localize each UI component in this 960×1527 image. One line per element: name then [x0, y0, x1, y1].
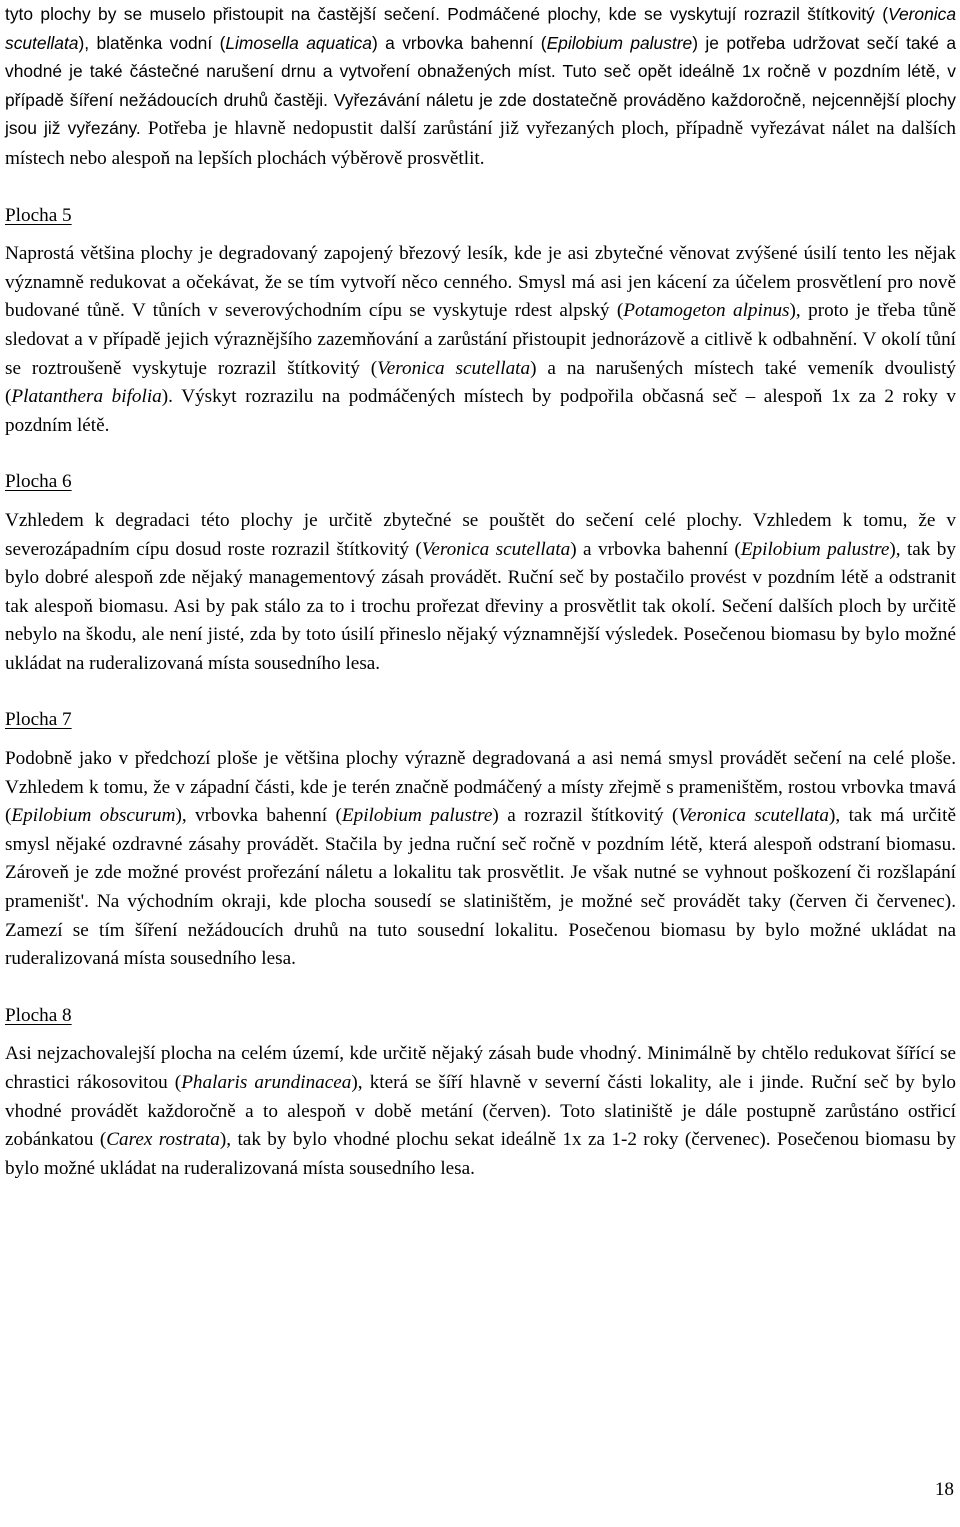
section-text-plocha-5: Naprostá většina plochy je degradovaný zapojený březový lesík, kde je asi zbytečné věnovat zvýšené úsilí tento les nějak významně redukovat a očekávat, že se tím vytvoří něco cenného. Smysl má asi jen kácení za účelem prosvětlení pro nově budované tůně. V tůních v severovýchodním cípu se vyskytuje rdest alpský (Potamogeton alpinus), proto je třeba tůně sledovat a v případě jejich výraznějšího zazemňování a zarůstání přistoupit jednorázově a citlivě k odbahnění. V okolí tůní se roztroušeně vyskytuje rozrazil štítkovitý (Veronica scutellata) a na narušených místech také vemeník dvoulistý (Platanthera bifolia). Výskyt rozrazilu na podmáčených místech by podpořila občasná seč – alespoň 1x za 2 roky v pozdním létě. [5, 243, 957, 436]
document-page [5, 0, 956, 1183]
intro-paragraph: tyto plochy by se muselo přistoupit na častější sečení. Podmáčené plochy, kde se vyskytují rozrazil štítkovitý (Veronica scutellata), blatěnka vodní (Limosella aquatica) a vrbovka bahenní (Epilobium palustre) je potřeba udržovat sečí také a vhodné je také částečné narušení drnu a vytvoření obnažených míst. Tuto seč opět ideálně 1x ročně v pozdním létě, v případě šíření nežádoucích druhů častěji. Vyřezávání náletu je zde dostatečně prováděno každoročně, nejcennější plochy jsou již vyřezány. Potřeba je hlavně nedopustit další zarůstání již vyřezaných ploch, případně vyřezávat nálet na dalších místech nebo alespoň na lepších plochách výběrově prosvětlit. [5, 4, 957, 169]
section-heading-plocha-7: Plocha 7 [5, 709, 72, 731]
section-heading-plocha-5: Plocha 5 [5, 204, 72, 226]
section-heading-plocha-6: Plocha 6 [5, 471, 72, 493]
page-number: 18 [934, 1479, 954, 1500]
section-text-plocha-7: Podobně jako v předchozí ploše je většina plochy výrazně degradovaná a asi nemá smysl provádět sečení na celé ploše. Vzhledem k tomu, že v západní části, kde je terén značně podmáčený a místy zřejmě s prameništěm, rostou vrbovka tmavá (Epilobium obscurum), vrbovka bahenní (Epilobium palustre) a rozrazil štítkovitý (Veronica scutellata), tak má určitě smysl nějaké ozdravné zásahy provádět. Stačila by jedna ruční seč ročně v pozdním létě, která alespoň odstraní biomasu. Zároveň je zde možné provést prořezání náletu a lokalitu tak prosvětlit. Je však nutné se vyhnout poškození či rozšlapání prameništ'. Na východním okraji, kde plocha sousedí se slatiništěm, je možné seč provádět taky (červen či červenec). Zamezí se tím šíření nežádoucích druhů na tuto sousední lokalitu. Posečenou biomasu by bylo možné ukládat na ruderalizovaná místa sousedního lesa. [5, 748, 956, 970]
section-text-plocha-8: Asi nejzachovalejší plocha na celém území, kde určitě nějaký zásah bude vhodný. Minimálně by chtělo redukovat šířící se chrastici rákosovitou (Phalaris arundinacea), která se šíří hlavně v severní části lokality, ale i jinde. Ruční seč by bylo vhodné provádět každoročně a to alespoň v době metání (červen). Toto slatiniště je dále postupně zarůstáno ostřicí zobánkatou (Carex rostrata), tak by bylo vhodné plochu sekat ideálně 1x za 1-2 roky (červenec). Posečenou biomasu by bylo možné ukládat na ruderalizovaná místa sousedního lesa. [5, 1043, 956, 1179]
section-text-plocha-6: Vzhledem k degradaci této plochy je určitě zbytečné se pouštět do sečení celé plochy. Vzhledem k tomu, že v severozápadním cípu dosud roste rozrazil štítkovitý (Veronica scutellata) a vrbovka bahenní (Epilobium palustre), tak by bylo dobré alespoň zde nějaký managementový zásah provádět. Ruční seč by postačilo provést v pozdním létě a odstranit tak alespoň biomasu. Asi by pak stálo za to i trochu prořezat dřeviny a prosvětlit tak okolí. Sečení dalších ploch by určitě nebylo na škodu, ale není jisté, zda by toto úsilí přineslo nějaký významnější výsledek. Posečenou biomasu by bylo možné ukládat na ruderalizovaná místa sousedního lesa. [5, 509, 956, 674]
section-heading-plocha-8: Plocha 8 [5, 1004, 72, 1026]
